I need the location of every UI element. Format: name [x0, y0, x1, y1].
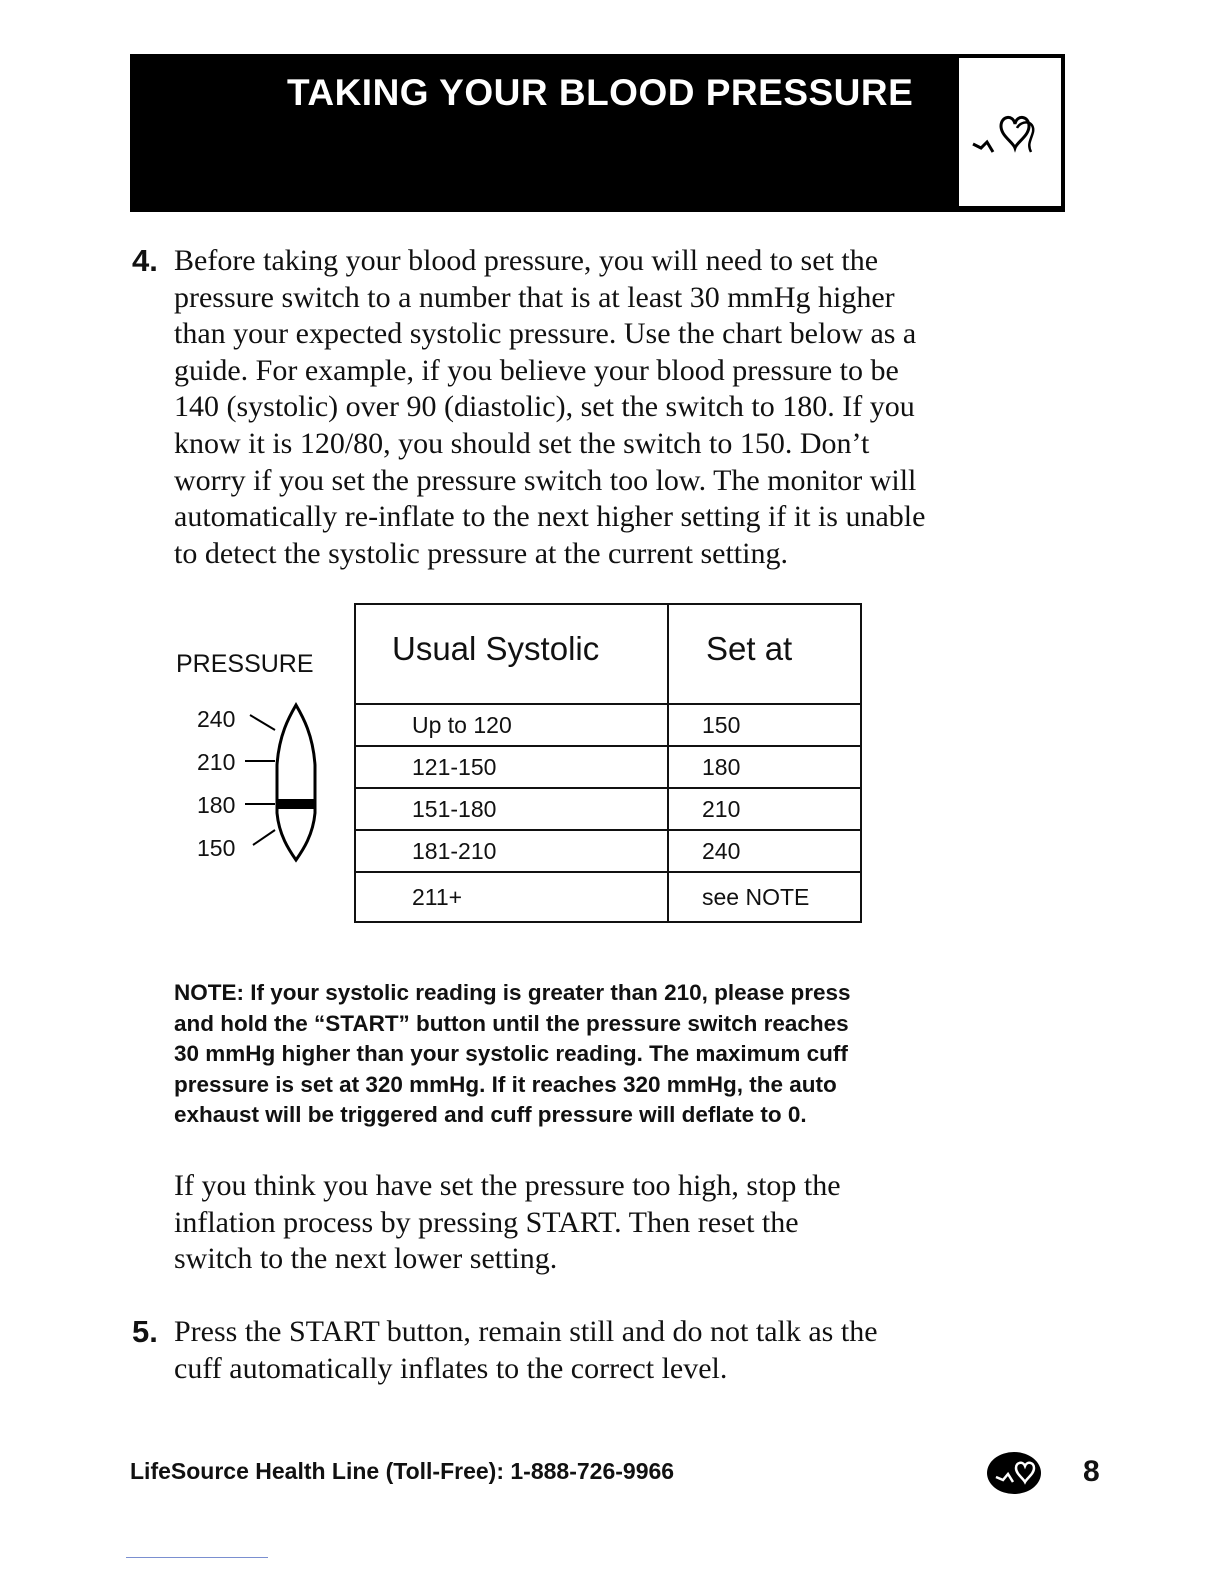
- pressure-switch-label: PRESSURE: [176, 650, 314, 678]
- table-cell: Up to 120: [355, 704, 668, 746]
- heart-stethoscope-logo-icon: [971, 106, 1049, 166]
- footer-health-line: LifeSource Health Line (Toll-Free): 1-888-726-9966: [130, 1458, 675, 1484]
- pressure-guide-table: [354, 603, 862, 923]
- page-number: 8: [1083, 1455, 1100, 1488]
- table-header-row: [355, 604, 861, 704]
- table-cell: 180: [668, 746, 861, 788]
- reset-instructions: If you think you have set the pressure too high, stop the inflation process by pressing START. Then reset the switch to the next lower setting.: [174, 1169, 841, 1276]
- switch-setting-240: 240: [197, 706, 236, 732]
- table-row: [355, 746, 861, 788]
- table-cell: 240: [668, 830, 861, 872]
- column-header-set-at: Set at: [668, 604, 861, 704]
- bottom-rule: [126, 1557, 268, 1558]
- header-logo-box: [958, 57, 1062, 207]
- heart-logo-icon: [986, 1451, 1042, 1495]
- table-cell: 121-150: [355, 746, 668, 788]
- table-cell: see NOTE: [668, 872, 861, 922]
- table-cell: 150: [668, 704, 861, 746]
- page-title: TAKING YOUR BLOOD PRESSURE: [287, 72, 914, 113]
- note-text: NOTE: If your systolic reading is greater than 210, please press and hold the “START” button until the pressure switch reaches 30 mmHg higher than your systolic reading. The maximum cuff pressure is set at 320 mmHg. If it reaches 320 mmHg, the auto exhaust will be triggered and cuff pressure will deflate to 0.: [174, 980, 851, 1127]
- step-5: [130, 1314, 1074, 1387]
- step-number: 4.: [132, 243, 158, 278]
- table-row: [355, 788, 861, 830]
- step-4: [130, 243, 1074, 572]
- column-header-usual-systolic: Usual Systolic: [355, 604, 668, 704]
- table-row: [355, 704, 861, 746]
- table-cell: 151-180: [355, 788, 668, 830]
- switch-setting-210: 210: [197, 749, 236, 775]
- pressure-switch-dial-icon: [195, 695, 325, 870]
- switch-setting-150: 150: [197, 835, 236, 861]
- table-cell: 211+: [355, 872, 668, 922]
- table-cell: 181-210: [355, 830, 668, 872]
- step-text: Before taking your blood pressure, you will need to set the pressure switch to a number that is at least 30 mmHg higher than your expected systolic pressure. Use the chart below as a guide. For example, if you believe your blood pressure to be 140 (systolic) over 90 (diastolic), set the switch to 180. If you know it is 120/80, you should set the switch to 150. Don’t worry if you set the pressure switch too low. The monitor will automatically re-inflate to the next higher setting if it is unable to detect the systolic pressure at the current setting.: [174, 244, 926, 570]
- table-row: [355, 872, 861, 922]
- step-number: 5.: [132, 1314, 158, 1349]
- table-cell: 210: [668, 788, 861, 830]
- table-row: [355, 830, 861, 872]
- header-banner: [130, 54, 1065, 212]
- step-text: Press the START button, remain still and do not talk as the cuff automatically inflates to the correct level.: [174, 1315, 878, 1385]
- switch-setting-180: 180: [197, 792, 236, 818]
